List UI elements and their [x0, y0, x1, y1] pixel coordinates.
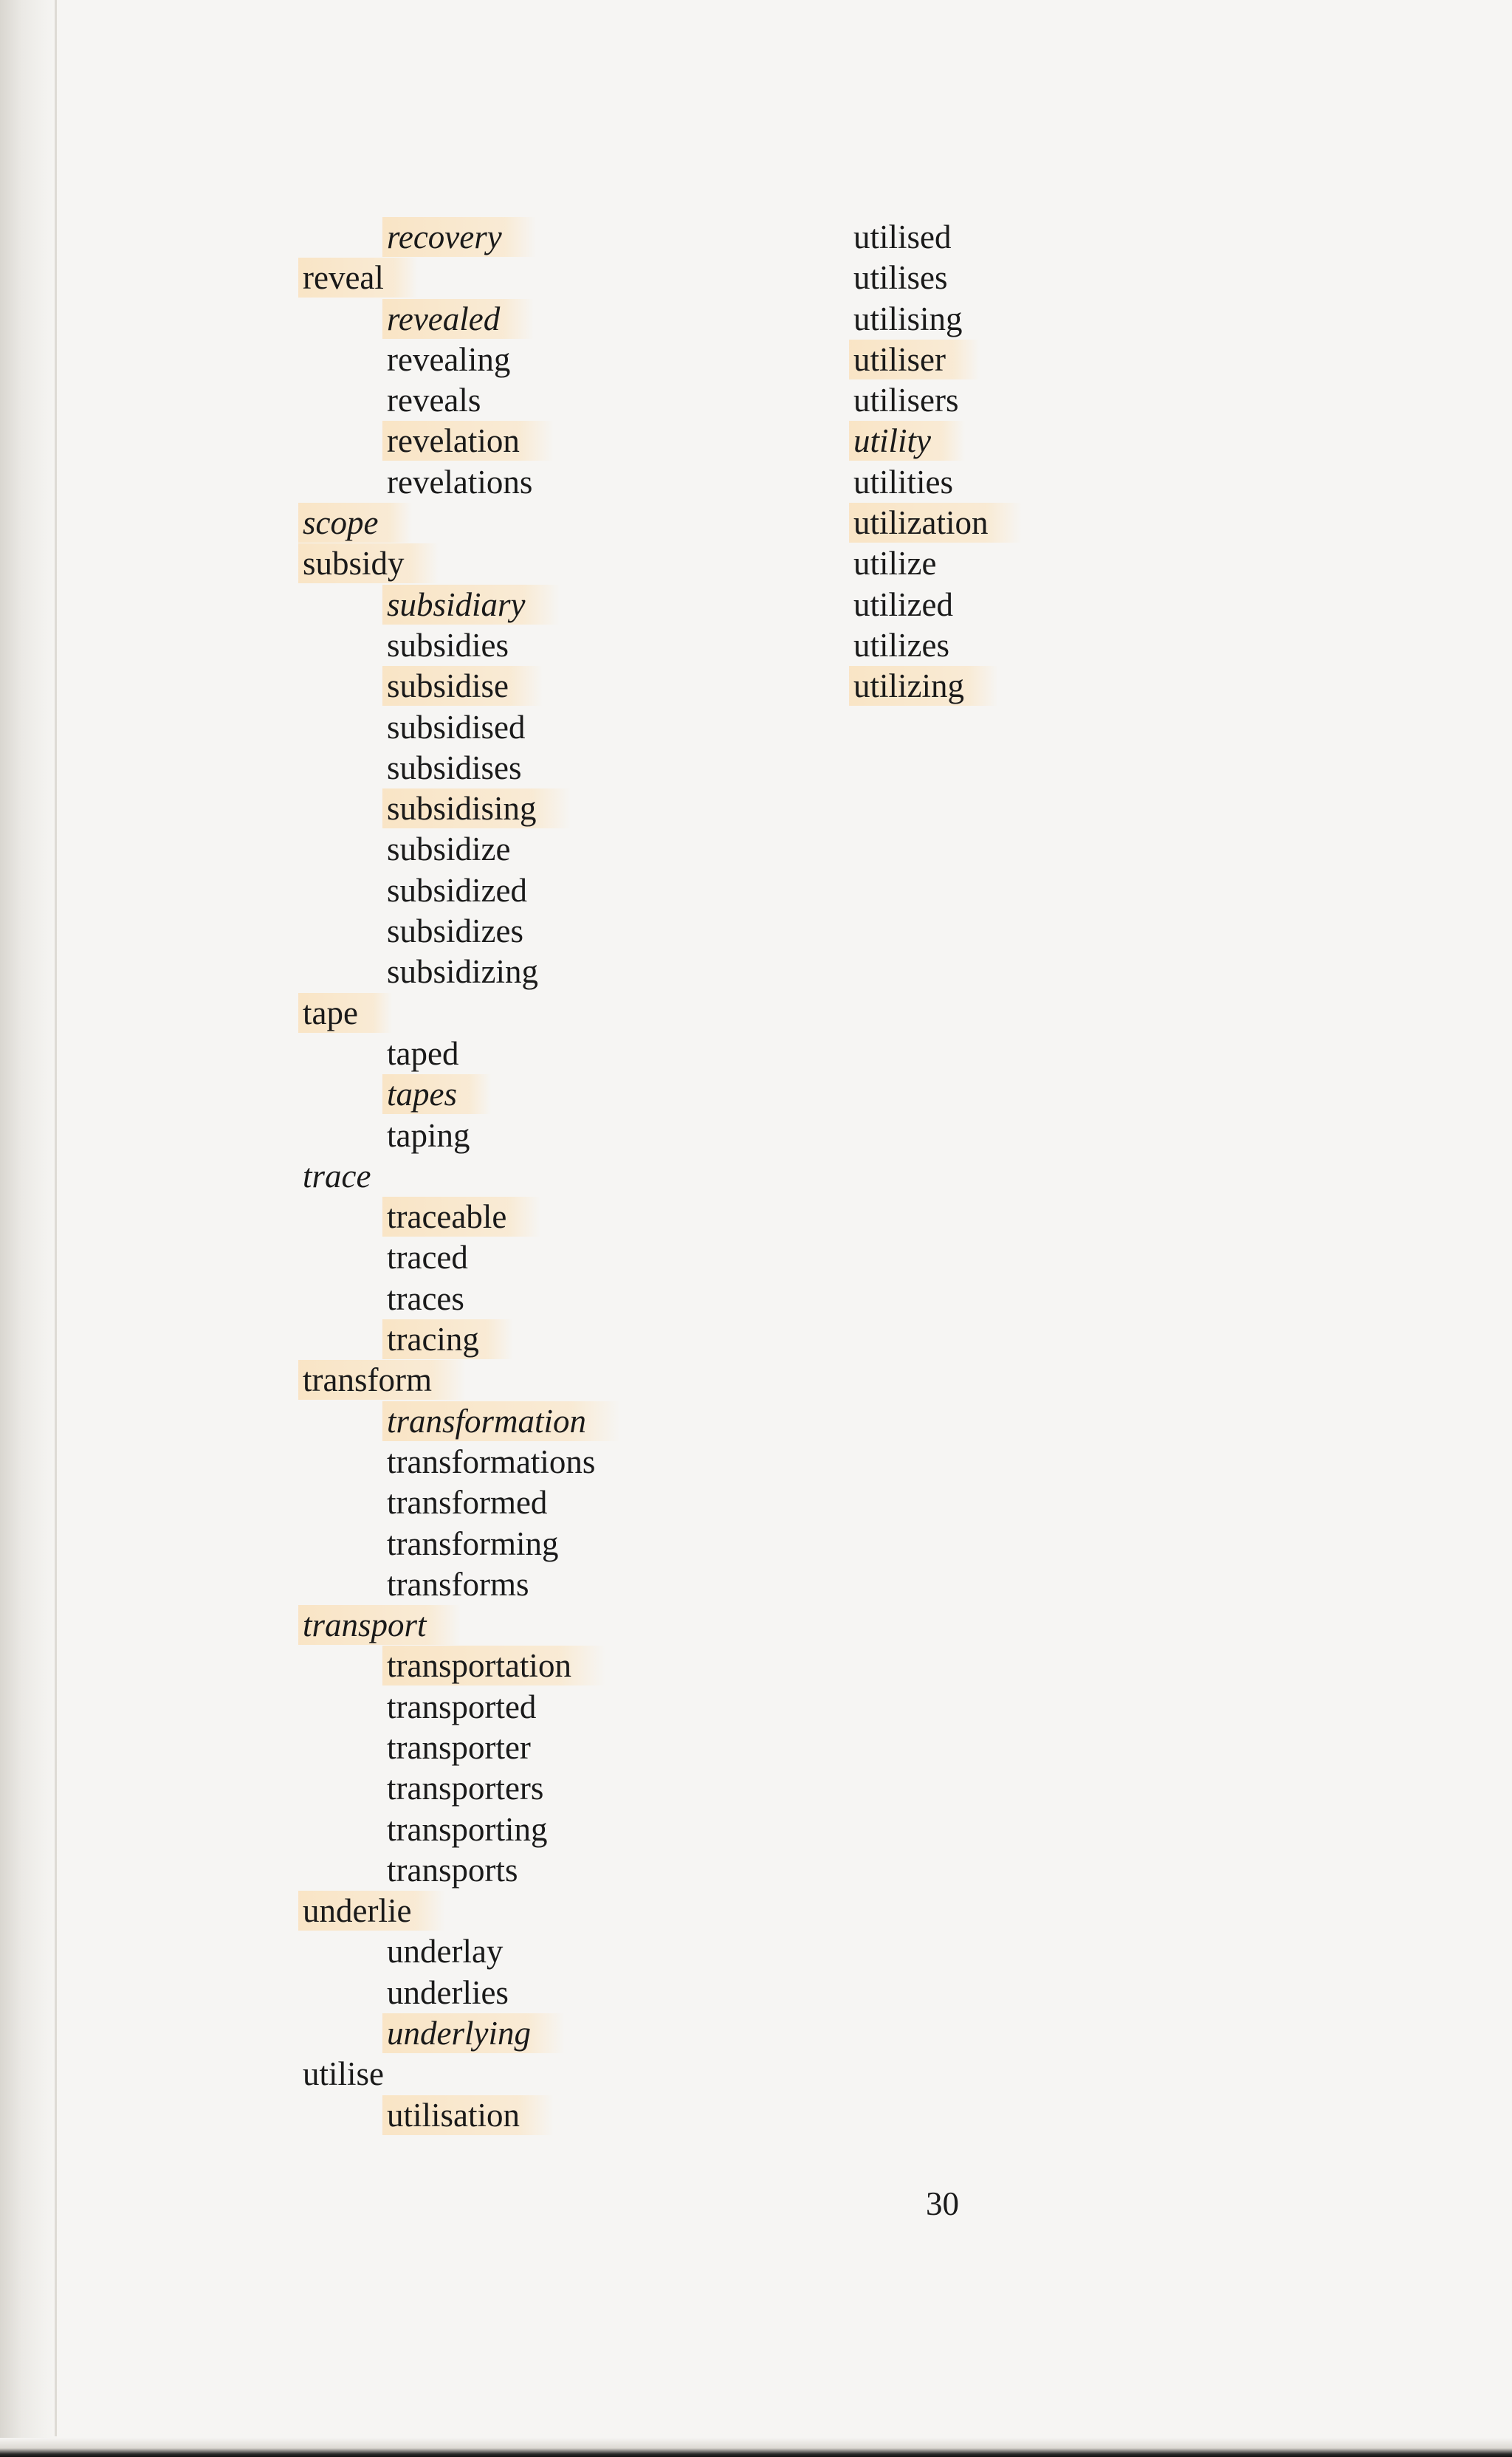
- word-family-member: [303, 1074, 620, 1115]
- word-text: utilizing: [849, 666, 998, 706]
- word-text: recovery: [382, 217, 536, 257]
- word-text: transportation: [382, 1646, 605, 1685]
- word-family-member: [303, 829, 620, 870]
- word-family-member: [303, 421, 620, 461]
- word-list-right-column: [853, 217, 1022, 707]
- word-text: transformations: [387, 1443, 596, 1480]
- word-text: revelations: [387, 463, 533, 501]
- word-text: revealing: [387, 340, 511, 378]
- word-family-member: [303, 1482, 620, 1523]
- word-family-member: [303, 1034, 620, 1074]
- word-family-member: [303, 1197, 620, 1237]
- word-text: underlie: [298, 1891, 445, 1931]
- word-family-member: [303, 1279, 620, 1319]
- word-family-member: [303, 870, 620, 911]
- headword: [303, 2054, 620, 2095]
- word-family-member: [303, 625, 620, 666]
- word-text: subsidized: [387, 871, 527, 909]
- headword: [303, 1891, 620, 1931]
- word-text: subsidiary: [382, 585, 560, 625]
- page-bottom-edge: [0, 2438, 1512, 2457]
- word-family-member: [303, 2095, 620, 2136]
- word-text: subsidising: [382, 788, 571, 828]
- word-text: utilises: [853, 259, 948, 297]
- page-fold-line: [55, 0, 57, 2436]
- word-text: subsidises: [387, 749, 522, 786]
- word-text: utilised: [853, 219, 952, 255]
- word-text: transported: [387, 1688, 537, 1725]
- word-family-member: [303, 1646, 620, 1686]
- word-family-member: [303, 380, 620, 421]
- headword: [303, 503, 620, 543]
- headword: [853, 299, 1022, 340]
- word-family-member: [303, 1768, 620, 1809]
- page-number: 30: [926, 2185, 959, 2222]
- word-text: subsidy: [298, 543, 439, 583]
- word-family-member: [303, 1728, 620, 1768]
- word-family-member: [303, 1564, 620, 1605]
- word-family-member: [303, 1319, 620, 1360]
- word-text: transform: [298, 1360, 466, 1400]
- word-family-member: [303, 952, 620, 992]
- word-family-member: [303, 585, 620, 625]
- headword: [303, 543, 620, 584]
- word-text: utilising: [853, 300, 963, 337]
- word-text: underlying: [382, 2013, 565, 2053]
- word-text: underlay: [387, 1933, 504, 1970]
- word-text: traceable: [382, 1197, 540, 1237]
- word-text: subsidise: [382, 666, 543, 706]
- headword: [853, 421, 1022, 461]
- page-binding-edge: [0, 0, 59, 2457]
- word-text: subsidize: [387, 831, 511, 868]
- word-text: tracing: [382, 1319, 513, 1359]
- word-family-member: [303, 1810, 620, 1850]
- word-family-member: [303, 1931, 620, 1972]
- word-family-member: [303, 911, 620, 952]
- headword: [853, 666, 1022, 707]
- word-family-member: [303, 1973, 620, 2013]
- word-text: transformed: [387, 1484, 548, 1522]
- word-text: taped: [387, 1034, 459, 1072]
- word-text: taping: [387, 1116, 470, 1154]
- word-text: utilize: [853, 545, 937, 583]
- word-family-member: [303, 1442, 620, 1482]
- word-text: utilisation: [382, 2095, 554, 2135]
- word-family-member: [303, 666, 620, 707]
- word-text: utility: [849, 421, 965, 461]
- word-family-member: [303, 1401, 620, 1442]
- headword: [303, 1605, 620, 1646]
- word-list-left-column: [303, 217, 620, 2136]
- word-text: subsidised: [387, 708, 526, 746]
- headword: [853, 462, 1022, 503]
- word-text: transporters: [387, 1770, 544, 1807]
- word-text: transporting: [387, 1810, 548, 1848]
- word-text: transporter: [387, 1728, 531, 1766]
- headword: [303, 1360, 620, 1401]
- word-family-member: [303, 2013, 620, 2054]
- word-text: utilities: [853, 463, 953, 501]
- word-family-member: [303, 217, 620, 258]
- headword: [853, 217, 1022, 258]
- word-text: transforming: [387, 1525, 559, 1562]
- word-text: reveal: [298, 258, 418, 298]
- word-family-member: [303, 340, 620, 380]
- word-text: revealed: [382, 299, 534, 339]
- headword: [853, 380, 1022, 421]
- word-text: tape: [298, 993, 392, 1033]
- headword: [853, 340, 1022, 380]
- word-family-member: [303, 299, 620, 340]
- word-text: utilise: [303, 2055, 384, 2093]
- word-family-member: [303, 1687, 620, 1728]
- word-family-member: [303, 707, 620, 748]
- word-family-member: [303, 1524, 620, 1564]
- headword: [853, 543, 1022, 584]
- word-text: transport: [298, 1605, 461, 1645]
- word-text: transformation: [382, 1401, 620, 1441]
- headword: [853, 585, 1022, 625]
- headword: [853, 625, 1022, 666]
- word-text: underlies: [387, 1973, 509, 2011]
- word-family-member: [303, 788, 620, 829]
- word-text: subsidizing: [387, 953, 539, 991]
- word-family-member: [303, 1116, 620, 1156]
- word-text: tapes: [382, 1074, 491, 1114]
- word-text: utiliser: [849, 340, 980, 379]
- word-family-member: [303, 462, 620, 503]
- headword: [303, 1156, 620, 1197]
- word-text: subsidizes: [387, 913, 523, 950]
- word-text: utilization: [849, 503, 1022, 543]
- word-text: utilized: [853, 585, 953, 623]
- word-text: transforms: [387, 1565, 529, 1603]
- headword: [303, 993, 620, 1034]
- word-family-member: [303, 1237, 620, 1278]
- word-text: subsidies: [387, 626, 509, 664]
- word-text: utilisers: [853, 382, 959, 419]
- word-text: reveals: [387, 382, 481, 419]
- word-family-member: [303, 748, 620, 788]
- headword: [853, 258, 1022, 298]
- word-text: utilizes: [853, 626, 949, 664]
- word-text: transports: [387, 1851, 518, 1889]
- word-text: traces: [387, 1279, 464, 1317]
- word-family-member: [303, 1850, 620, 1891]
- word-text: traced: [387, 1239, 468, 1276]
- headword: [853, 503, 1022, 543]
- headword: [303, 258, 620, 298]
- word-text: revelation: [382, 421, 554, 461]
- word-text: trace: [303, 1157, 371, 1195]
- word-text: scope: [298, 503, 412, 543]
